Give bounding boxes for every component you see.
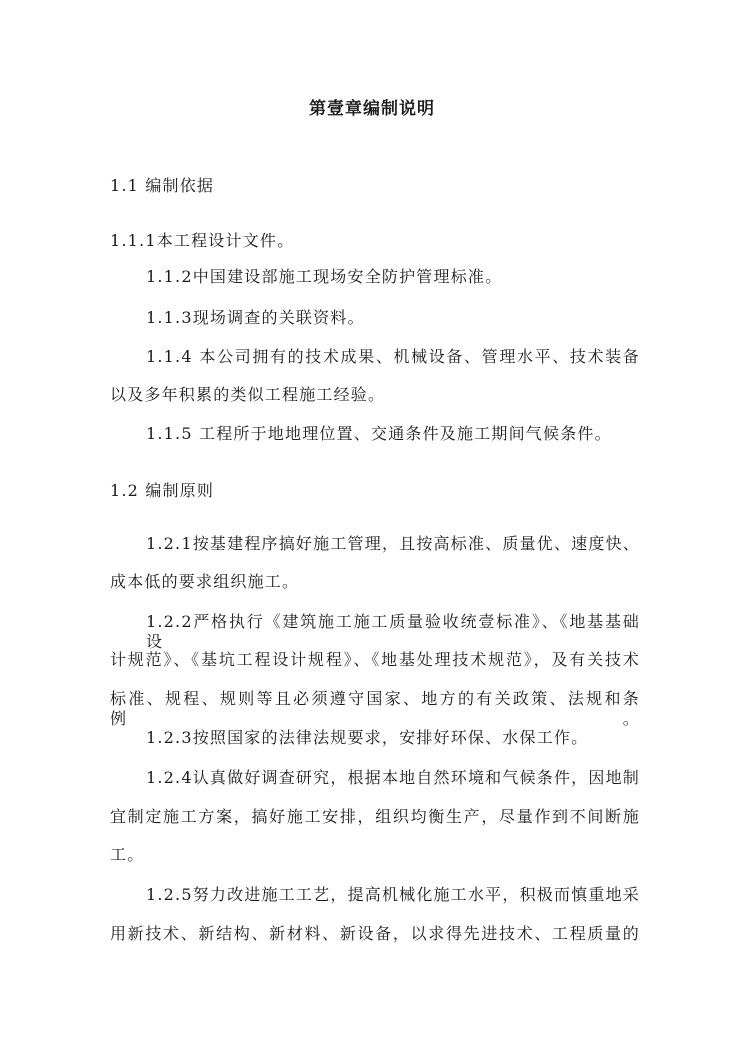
- section-heading-1-2: 1.2 编制原则: [110, 481, 215, 500]
- paragraph-1-1-4-line1: 1.1.4 本公司拥有的技术成果、机械设备、管理水平、技术装备: [146, 347, 640, 366]
- paragraph-1-2-4-line2: 宜制定施工方案，搞好施工安排，组织均衡生产，尽量作到不间断施: [110, 807, 640, 826]
- chapter-title: 第壹章编制说明: [309, 99, 435, 119]
- paragraph-1-2-5-line2: 用新技术、新结构、新材料、新设备，以求得先进技术、工程质量的: [110, 924, 640, 943]
- paragraph-1-2-3: 1.2.3按照国家的法律法规要求，安排好环保、水保工作。: [146, 728, 589, 747]
- paragraph-1-2-1-line1: 1.2.1按基建程序搞好施工管理，且按高标准、质量优、速度快、: [146, 534, 640, 553]
- paragraph-1-2-2-line3: 标准、规程、规则等且必须遵守国家、地方的有关政策、法规和条例。: [110, 689, 640, 728]
- paragraph-1-2-4-line3: 工。: [110, 845, 145, 864]
- paragraph-1-2-1-line2: 成本低的要求组织施工。: [110, 572, 300, 591]
- paragraph-1-1-3: 1.1.3现场调查的关联资料。: [146, 308, 365, 327]
- section-heading-1-1: 1.1 编制依据: [110, 176, 215, 195]
- paragraph-1-2-2-line2: 计规范》、《基坑工程设计规程》、《地基处理技术规范》，及有关技术: [110, 650, 640, 669]
- paragraph-1-1-5: 1.1.5 工程所于地地理位置、交通条件及施工期间气候条件。: [146, 424, 612, 443]
- paragraph-1-2-5-line1: 1.2.5努力改进施工工艺，提高机械化施工水平，积极而慎重地采: [146, 885, 640, 904]
- paragraph-1-1-2: 1.1.2中国建设部施工现场安全防护管理标准。: [146, 267, 503, 286]
- paragraph-1-1-4-line2: 以及多年积累的类似工程施工经验。: [110, 385, 386, 404]
- paragraph-1-2-2-line1: 1.2.2严格执行《建筑施工施工质量验收统壹标准》、《地基基础设: [146, 612, 640, 651]
- paragraph-1-1-1: 1.1.1本工程设计文件。: [110, 231, 295, 250]
- paragraph-1-2-4-line1: 1.2.4认真做好调查研究，根据本地自然环境和气候条件，因地制: [146, 768, 640, 787]
